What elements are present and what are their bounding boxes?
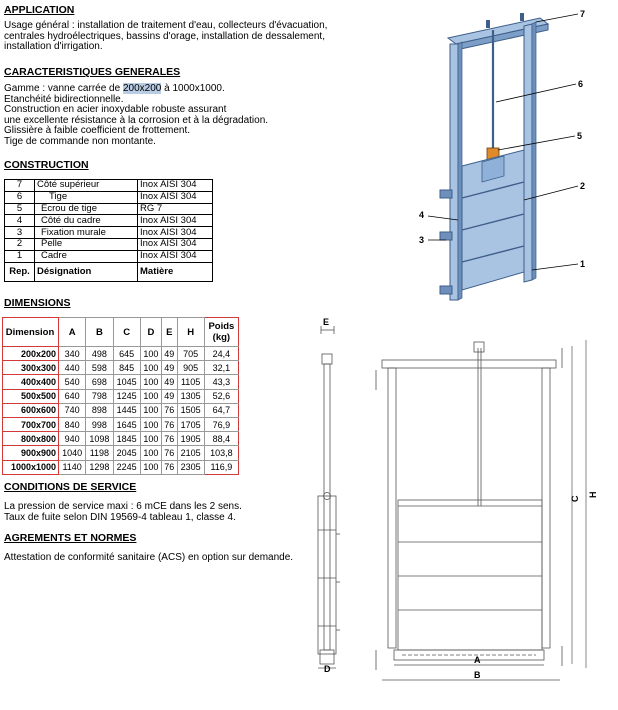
table-cell: 845: [113, 361, 140, 375]
table-cell: RG 7: [138, 203, 213, 215]
label-b: B: [474, 670, 481, 680]
table-cell: 600x600: [3, 403, 59, 417]
table-header-cell: H: [177, 318, 204, 347]
application-text: [4, 21, 327, 53]
table-cell: 3: [5, 227, 35, 239]
table-header-row: [3, 318, 239, 347]
table-cell: 1098: [86, 432, 113, 446]
caracteristiques-text: [4, 84, 268, 147]
text-line: Glissière à faible coefficient de frottement.: [4, 125, 191, 136]
table-cell: 1645: [113, 417, 140, 431]
table-row: [3, 389, 239, 403]
table-cell: 32,1: [204, 361, 238, 375]
table-cell: 76: [162, 460, 177, 474]
table-cell: 1705: [177, 417, 204, 431]
gate-plate: [462, 150, 524, 290]
table-cell: 1140: [59, 460, 86, 474]
table-cell: 2: [5, 238, 35, 250]
table-cell: 49: [162, 389, 177, 403]
table-cell: 1105: [177, 375, 204, 389]
table-cell: 100: [140, 417, 161, 431]
table-cell: 76: [162, 446, 177, 460]
table-header-row: [5, 262, 213, 281]
table-cell: 900x900: [3, 446, 59, 460]
table-row: [3, 460, 239, 474]
table-cell: 6: [5, 191, 35, 203]
conditions-text: [4, 502, 242, 523]
table-cell: 7: [5, 180, 35, 192]
section-title-conditions: CONDITIONS DE SERVICE: [4, 481, 137, 493]
label-e: E: [323, 317, 330, 327]
table-cell: Cadre: [35, 250, 138, 262]
table-cell: 998: [86, 417, 113, 431]
table-cell: 1305: [177, 389, 204, 403]
table-cell: Pelle: [35, 238, 138, 250]
table-cell: Inox AISI 304: [138, 180, 213, 192]
text-line: Construction en acier inoxydable robuste assurant: [4, 104, 227, 115]
table-cell: 100: [140, 375, 161, 389]
table-cell: 700x700: [3, 417, 59, 431]
section-title-dimensions: DIMENSIONS: [4, 297, 71, 309]
table-cell: Inox AISI 304: [138, 238, 213, 250]
table-cell: 740: [59, 403, 86, 417]
table-header-cell: Désignation: [35, 262, 138, 281]
label-c: C: [570, 495, 580, 502]
table-cell: 300x300: [3, 361, 59, 375]
table-row: [5, 215, 213, 227]
text-line: Attestation de conformité sanitaire (ACS) en option sur demande.: [4, 552, 294, 563]
table-cell: 100: [140, 460, 161, 474]
table-cell: 100: [140, 432, 161, 446]
text-line: Usage général : installation de traitement d'eau, collecteurs d'évacuation,: [4, 20, 328, 31]
gate-2d-drawing: [310, 317, 610, 690]
table-header-cell: E: [162, 318, 177, 347]
stem: [487, 30, 499, 162]
table-cell: 540: [59, 375, 86, 389]
table-cell: 100: [140, 403, 161, 417]
poids-unit: (kg): [212, 332, 231, 343]
gamme-highlight: 200x200: [122, 83, 162, 94]
callout-5: 5: [577, 131, 583, 141]
table-row: [3, 446, 239, 460]
table-cell: 698: [86, 375, 113, 389]
table-cell: 100: [140, 446, 161, 460]
table-cell: 200x200: [3, 347, 59, 361]
gamme-line: [4, 84, 268, 95]
callout-4: 4: [419, 210, 425, 220]
label-d: D: [324, 664, 331, 674]
table-row: [3, 432, 239, 446]
label-h: H: [588, 491, 598, 498]
table-header-cell: B: [86, 318, 113, 347]
table-cell: 1845: [113, 432, 140, 446]
table-cell: 1040: [59, 446, 86, 460]
table-cell: 1045: [113, 375, 140, 389]
table-cell: 49: [162, 347, 177, 361]
table-cell: 49: [162, 361, 177, 375]
callout-3: 3: [419, 235, 425, 245]
table-cell: 4: [5, 215, 35, 227]
table-row: [5, 238, 213, 250]
table-cell: Ecrou de tige: [35, 203, 138, 215]
table-row: [5, 203, 213, 215]
table-cell: Inox AISI 304: [138, 215, 213, 227]
table-cell: 76,9: [204, 417, 238, 431]
section-title-application: APPLICATION: [4, 4, 75, 16]
table-cell: 500x500: [3, 389, 59, 403]
dimensions-table: [2, 317, 239, 475]
table-cell: 76: [162, 432, 177, 446]
table-row: [5, 191, 213, 203]
table-cell: Côté supérieur: [35, 180, 138, 192]
table-cell: 2105: [177, 446, 204, 460]
table-cell: 2245: [113, 460, 140, 474]
construction-table: [4, 179, 213, 282]
table-cell: 2045: [113, 446, 140, 460]
front-view: [376, 342, 562, 670]
table-cell: 88,4: [204, 432, 238, 446]
table-header-cell: D: [140, 318, 161, 347]
callout-7: 7: [580, 9, 586, 19]
table-cell: 116,9: [204, 460, 238, 474]
table-row: [3, 361, 239, 375]
table-cell: 898: [86, 403, 113, 417]
table-cell: Tige: [35, 191, 138, 203]
table-cell: 1905: [177, 432, 204, 446]
callout-6: 6: [578, 79, 584, 89]
table-row: [3, 347, 239, 361]
table-cell: 798: [86, 389, 113, 403]
gamme-suffix: à 1000x1000.: [161, 83, 225, 94]
label-a: A: [474, 655, 481, 665]
table-cell: 645: [113, 347, 140, 361]
table-cell: 100: [140, 361, 161, 375]
table-cell: 76: [162, 417, 177, 431]
table-header-cell: Matière: [138, 262, 213, 281]
text-line: une excellente résistance à la corrosion et à la dégradation.: [4, 114, 269, 126]
dimension-lines: [382, 340, 586, 680]
text-line: Etanchéité bidirectionnelle.: [4, 93, 124, 105]
table-cell: 5: [5, 203, 35, 215]
text-line: centrales hydroélectriques, bassins d'orage, installation de dessalement,: [4, 30, 325, 42]
table-cell: 1445: [113, 403, 140, 417]
table-cell: 2305: [177, 460, 204, 474]
agrements-text: [4, 553, 293, 564]
text-line: installation d'irrigation.: [4, 41, 103, 52]
table-cell: 1198: [86, 446, 113, 460]
table-cell: 905: [177, 361, 204, 375]
callout-1: 1: [580, 259, 586, 269]
table-cell: 49: [162, 375, 177, 389]
table-cell: 840: [59, 417, 86, 431]
table-header-cell: A: [59, 318, 86, 347]
callout-2: 2: [580, 181, 586, 191]
table-cell: 100: [140, 389, 161, 403]
table-header-cell: Rep.: [5, 262, 35, 281]
table-cell: 598: [86, 361, 113, 375]
gamme-prefix: Gamme : vanne carrée de: [4, 83, 123, 94]
table-cell: 800x800: [3, 432, 59, 446]
table-cell: 640: [59, 389, 86, 403]
table-cell: Inox AISI 304: [138, 250, 213, 262]
table-cell: 24,4: [204, 347, 238, 361]
table-cell: 440: [59, 361, 86, 375]
table-cell: 1298: [86, 460, 113, 474]
table-cell: 400x400: [3, 375, 59, 389]
table-row: [3, 375, 239, 389]
table-cell: Inox AISI 304: [138, 227, 213, 239]
table-row: [3, 403, 239, 417]
table-row: [5, 180, 213, 192]
table-cell: 1245: [113, 389, 140, 403]
side-view: [318, 326, 340, 668]
table-header-cell: [204, 318, 238, 347]
table-cell: 100: [140, 347, 161, 361]
table-cell: 76: [162, 403, 177, 417]
table-row: [5, 250, 213, 262]
gate-3d-drawing: [400, 0, 618, 310]
table-cell: 940: [59, 432, 86, 446]
table-cell: Côté du cadre: [35, 215, 138, 227]
section-title-construction: CONSTRUCTION: [4, 159, 89, 171]
table-header-cell: C: [113, 318, 140, 347]
table-cell: 64,7: [204, 403, 238, 417]
table-cell: Fixation murale: [35, 227, 138, 239]
table-cell: 705: [177, 347, 204, 361]
table-row: [5, 227, 213, 239]
table-cell: 1: [5, 250, 35, 262]
table-cell: 103,8: [204, 446, 238, 460]
poids-label: Poids: [208, 321, 235, 332]
table-cell: 43,3: [204, 375, 238, 389]
section-title-agrements: AGREMENTS ET NORMES: [4, 532, 137, 544]
text-line: Tige de commande non montante.: [4, 135, 156, 147]
table-header-cell: Dimension: [3, 318, 59, 347]
text-line: La pression de service maxi : 6 mCE dans les 2 sens.: [4, 501, 242, 512]
table-cell: 52,6: [204, 389, 238, 403]
table-cell: 340: [59, 347, 86, 361]
table-cell: 498: [86, 347, 113, 361]
text-line: Taux de fuite selon DIN 19569-4 tableau 1, classe 4.: [4, 511, 236, 523]
table-cell: Inox AISI 304: [138, 191, 213, 203]
table-row: [3, 417, 239, 431]
table-cell: 1000x1000: [3, 460, 59, 474]
section-title-caracteristiques: CARACTERISTIQUES GENERALES: [4, 66, 181, 78]
table-cell: 1505: [177, 403, 204, 417]
